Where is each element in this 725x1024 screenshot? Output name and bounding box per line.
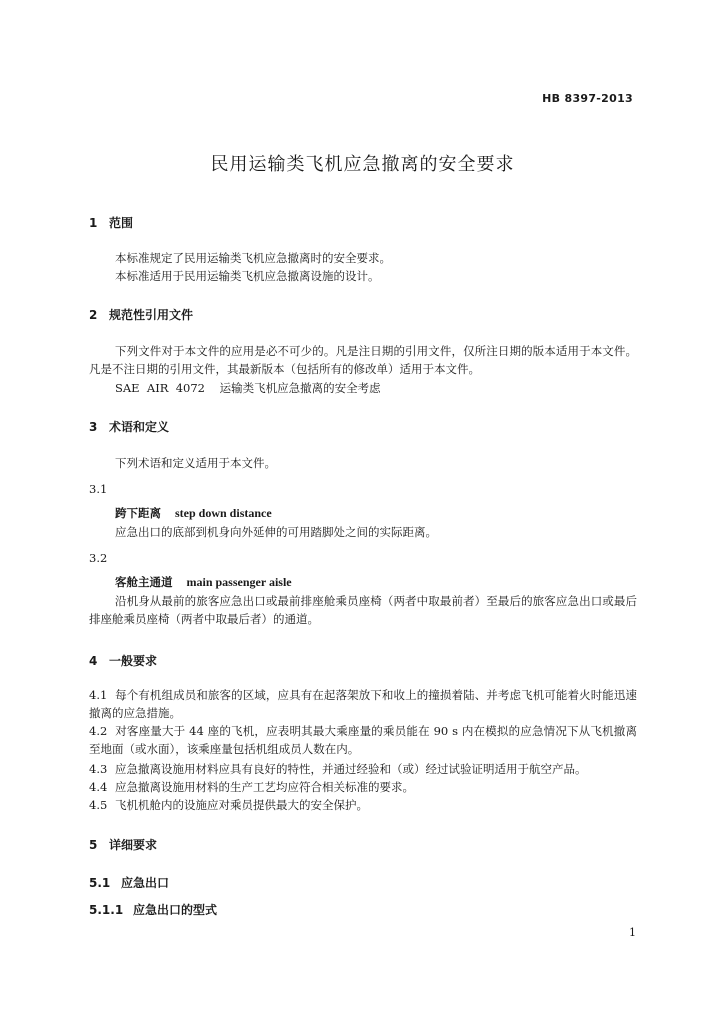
clause-number: 4.4	[89, 780, 108, 794]
term-zh: 跨下距离	[115, 506, 161, 520]
term-en: main passenger aisle	[186, 575, 292, 589]
term-zh: 客舱主通道	[115, 575, 173, 589]
clause-text: 应急撤离设施用材料应具有良好的特性，并通过经验和（或）经过试验证明适用于航空产品。	[115, 762, 587, 776]
section-title: 范围	[109, 216, 134, 230]
section-number: 3	[89, 420, 98, 434]
term-definition: 沿机身从最前的旅客应急出口或最前排座舱乘员座椅（两者中取最前者）至最后的旅客应急出口或最后排座舱乘员座椅（两者中取最后者）的通道。	[89, 594, 637, 626]
clause-number: 4.2	[89, 724, 108, 738]
reference-entry: SAE AIR 4072 运输类飞机应急撤离的安全考虑	[115, 381, 381, 395]
clause	[89, 722, 637, 758]
subsection-5-1-1-heading	[89, 901, 217, 918]
clause	[89, 778, 637, 796]
section-5-heading	[89, 836, 157, 853]
document-title: 民用运输类飞机应急撤离的安全要求	[210, 154, 515, 175]
section-4-heading	[89, 652, 157, 669]
clause-text: 飞机机舱内的设施应对乘员提供最大的安全保护。	[115, 798, 368, 812]
term-number: 3.2	[89, 551, 108, 565]
term-definition: 应急出口的底部到机身向外延伸的可用踏脚处之间的实际距离。	[115, 525, 437, 539]
section-title: 一般要求	[109, 654, 158, 668]
paragraph: 下列文件对于本文件的应用是必不可少的。凡是注日期的引用文件，仅所注日期的版本适用于本文件。凡是不注日期的引用文件，其最新版本（包括所有的修改单）适用于本文件。	[89, 344, 637, 376]
section-3-heading	[89, 418, 169, 435]
clause-text: 应急撤离设施用材料的生产工艺均应符合相关标准的要求。	[115, 780, 414, 794]
clause	[89, 686, 637, 722]
paragraph: 本标准规定了民用运输类飞机应急撤离时的安全要求。	[115, 251, 391, 265]
clause-number: 4.5	[89, 798, 108, 812]
clause-number: 4.1	[89, 688, 108, 702]
section-title: 术语和定义	[109, 420, 170, 434]
paragraph: 下列术语和定义适用于本文件。	[115, 456, 276, 470]
section-number: 2	[89, 308, 98, 322]
standard-number: HB 8397-2013	[542, 92, 633, 105]
subsection-number: 5.1	[89, 876, 111, 890]
term-number: 3.1	[89, 482, 108, 496]
clause	[89, 796, 637, 814]
subsection-title: 应急出口	[121, 876, 170, 890]
clause-text: 每个有机组成员和旅客的区域，应具有在起落架放下和收上的撞损着陆、并考虑飞机可能着火时能迅速撤离的应急措施。	[89, 688, 637, 720]
subsection-5-1-heading	[89, 874, 169, 891]
paragraph: 本标准适用于民用运输类飞机应急撤离设施的设计。	[115, 269, 380, 283]
section-number: 4	[89, 654, 98, 668]
subsection-title: 应急出口的型式	[133, 903, 218, 917]
subsection-number: 5.1.1	[89, 903, 124, 917]
section-title: 规范性引用文件	[109, 308, 194, 322]
term-heading	[115, 574, 292, 590]
clause	[89, 760, 637, 778]
section-1-heading	[89, 214, 133, 231]
section-number: 5	[89, 838, 98, 852]
section-2-heading	[89, 306, 193, 323]
section-title: 详细要求	[109, 838, 158, 852]
clause-number: 4.3	[89, 762, 108, 776]
term-heading	[115, 505, 272, 521]
clause-text: 对客座量大于 44 座的飞机，应表明其最大乘座量的乘员能在 90 s 内在模拟的应急情况下从飞机撤离至地面（或水面），该乘座量包括机组成员人数在内。	[89, 724, 637, 756]
term-en: step down distance	[175, 506, 272, 520]
section-number: 1	[89, 216, 98, 230]
page-number: 1	[629, 926, 636, 939]
